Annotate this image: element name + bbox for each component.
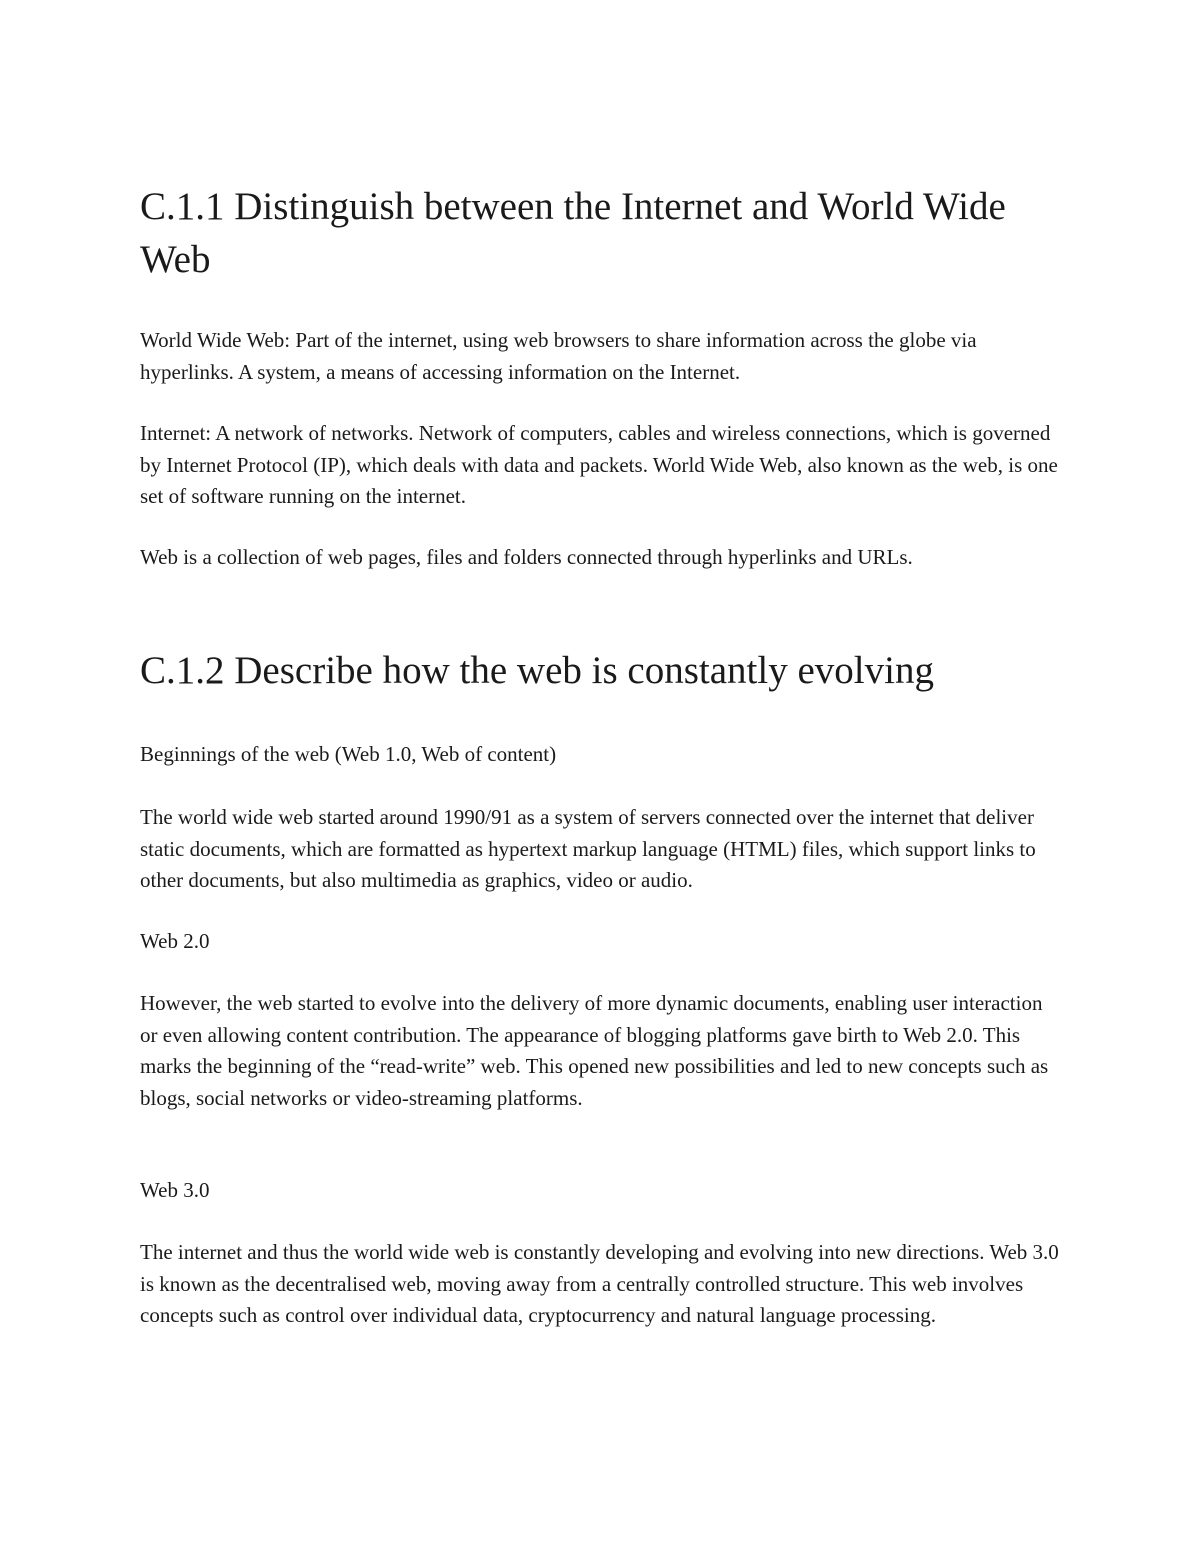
paragraph-web-3: The internet and thus the world wide web is constantly developing and evolving into new directions. Web 3.0 is known as the decentralised web, moving away from a centrally controlled structure. This web involves concepts such as control over individual data, cryptocurrency and natural language processing. [140,1240,1059,1327]
subheading-web-2: Web 2.0 [140,929,210,953]
paragraph-www-definition: World Wide Web: Part of the internet, using web browsers to share information across the globe via hyperlinks. A system, a means of accessing information on the Internet. [140,328,977,384]
subheading-web-3: Web 3.0 [140,1178,210,1202]
paragraph-web-collection: Web is a collection of web pages, files and folders connected through hyperlinks and URLs. [140,545,913,569]
paragraph-web-1: The world wide web started around 1990/91 as a system of servers connected over the internet that deliver static documents, which are formatted as hypertext markup language (HTML) files, which support links to other documents, but also multimedia as graphics, video or audio. [140,805,1036,892]
section-heading-c12: C.1.2 Describe how the web is constantly evolving [140,649,934,692]
subheading-web-1: Beginnings of the web (Web 1.0, Web of content) [140,742,557,766]
section-heading-c11: C.1.1 Distinguish between the Internet and World Wide Web [140,185,1006,281]
paragraph-web-2: However, the web started to evolve into the delivery of more dynamic documents, enabling user interaction or even allowing content contribution. The appearance of blogging platforms gave birth to Web 2.0. This marks the beginning of the “read-write” web. This opened new possibilities and led to new concepts such as blogs, social networks or video-streaming platforms. [140,991,1049,1110]
paragraph-internet-definition: Internet: A network of networks. Network of computers, cables and wireless connections, which is governed by Internet Protocol (IP), which deals with data and packets. World Wide Web, also known as the web, is one set of software running on the internet. [140,421,1058,508]
